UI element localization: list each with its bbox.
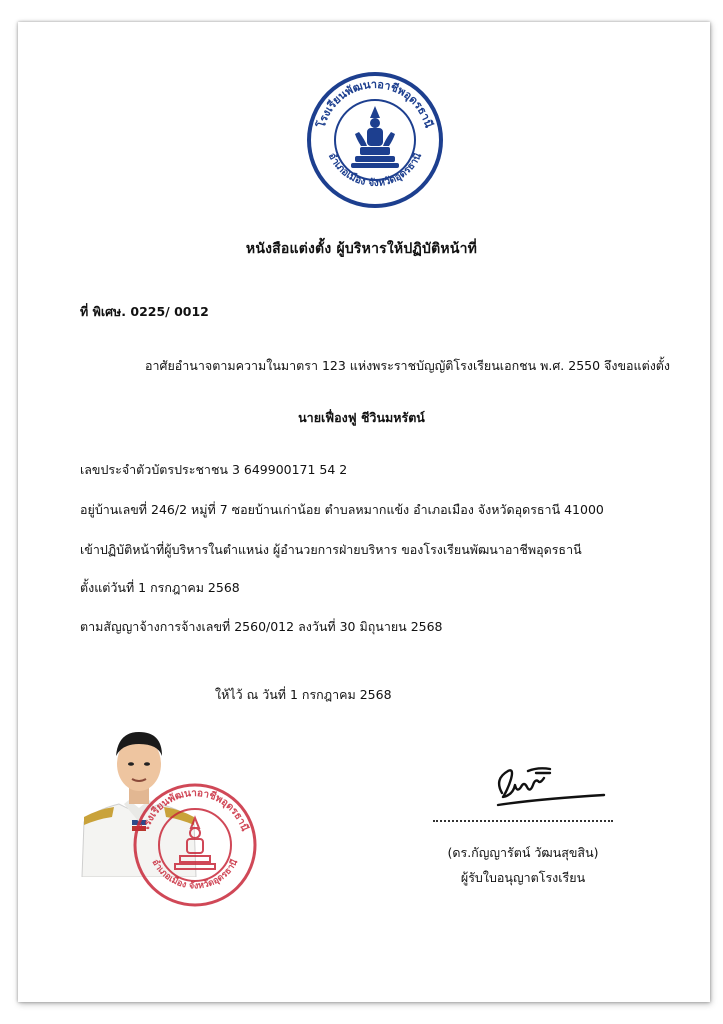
signature-line (433, 820, 613, 822)
seal-top-text: โรงเรียนพัฒนาอาชีพอุดรธานี (314, 77, 436, 130)
start-date-text: ตั้งแต่วันที่ 1 กรกฎาคม 2568 (80, 580, 240, 595)
signer-name: (ดร.กัญญารัตน์ วัฒนสุขสิน) (447, 845, 599, 860)
document-title: หนังสือแต่งตั้ง ผู้บริหารให้ปฏิบัติหน้าที่ (245, 241, 478, 257)
stamp-bottom-text: อำเภอเมือง จังหวัดอุดรธานี (149, 857, 241, 892)
signer-title: ผู้รับใบอนุญาตโรงเรียน (460, 870, 586, 885)
signature-mark (488, 753, 608, 813)
official-stamp-icon (130, 780, 260, 910)
contract-text: ตามสัญญาจ้างการจ้างเลขที่ 2560/012 ลงวันที่ 30 มิถุนายน 2568 (80, 619, 443, 634)
position-text: เข้าปฏิบัติหน้าที่ผู้บริหารในตำแหน่ง ผู้อำนวยการฝ่ายบริหาร ของโรงเรียนพัฒนาอาชีพอุดรธานี (80, 542, 582, 557)
authority-text: อาศัยอำนาจตามความในมาตรา 123 แห่งพระราชบัญญัติโรงเรียนเอกชน พ.ศ. 2550 จึงขอแต่งตั้ง (145, 358, 671, 373)
given-date-text: ให้ไว้ ณ วันที่ 1 กรกฎาคม 2568 (215, 687, 392, 702)
appointee-name: นายเฟื่องฟู ชีวินมหรัตน์ (298, 410, 425, 425)
school-seal-icon (305, 70, 445, 210)
stamp-top-text: โรงเรียนพัฒนาอาชีพอุดรธานี (140, 787, 250, 833)
svg-text:โรงเรียนพัฒนาอาชีพอุดรธานี (138, 788, 251, 834)
reference-number: ที่ พิเศษ. 0225/ 0012 (80, 304, 209, 319)
seal-bottom-text: อำเภอเมือง จังหวัดอุดรธานี (325, 151, 425, 190)
address-text: อยู่บ้านเลขที่ 246/2 หมู่ที่ 7 ซอยบ้านเก่าน้อย ตำบลหมากแข้ง อำเภอเมือง จังหวัดอุดรธานี 41000 (80, 502, 604, 517)
id-card-number: เลขประจำตัวบัตรประชาชน 3 649900171 54 2 (80, 462, 348, 477)
